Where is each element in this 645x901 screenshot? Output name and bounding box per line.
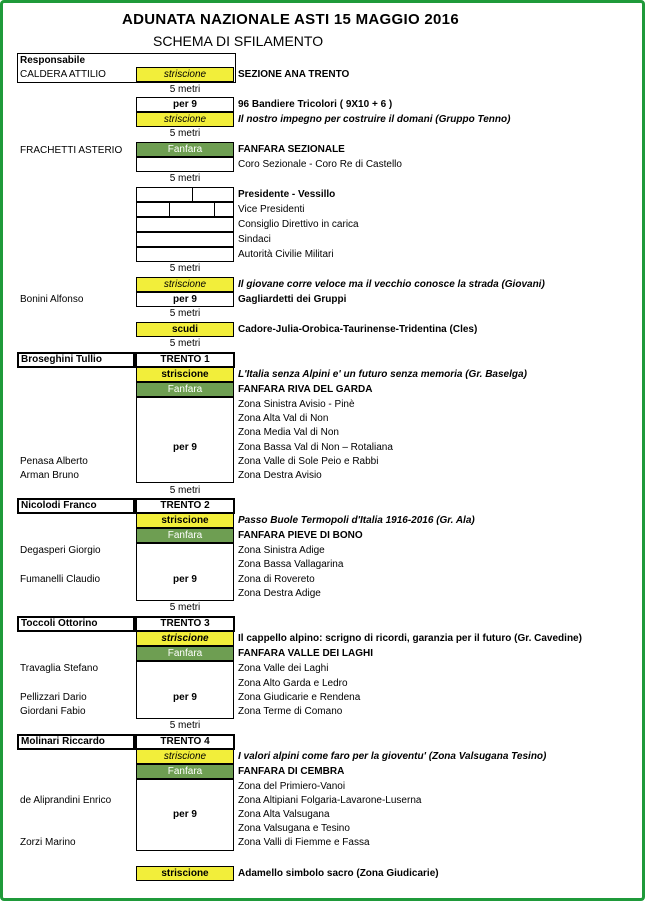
spacing-label: 5 metri (169, 128, 201, 139)
row-text: Cadore-Julia-Orobica-Taurinense-Tridentina (Cles) (238, 324, 478, 335)
zone-item: Zona Destra Avisio (238, 470, 322, 481)
row-text: Presidente - Vessillo (238, 189, 336, 200)
row-text: 96 Bandiere Tricolori ( 9X10 + 6 ) (238, 99, 393, 110)
empty-box (136, 187, 234, 202)
divider (214, 202, 215, 217)
row-text: FANFARA DI CEMBRA (238, 766, 345, 777)
row-text: Passo Buole Termopoli d'Italia 1916-2016 (Gr. Ala) (238, 515, 475, 526)
row-text: L'Italia senza Alpini e' un futuro senza memoria (Gr. Baselga) (238, 369, 527, 380)
striscione-label: striscione (163, 114, 207, 125)
striscione-label: striscione (161, 369, 209, 380)
zone-item: Zona Alto Garda e Ledro (238, 678, 348, 689)
spacing-label: 5 metri (169, 485, 201, 496)
group-leader: Toccoli Ottorino (17, 616, 135, 632)
group-name: TRENTO 4 (135, 734, 235, 750)
row-text: FANFARA RIVA DEL GARDA (238, 384, 373, 395)
group-name: TRENTO 1 (135, 352, 235, 368)
empty-box (136, 217, 234, 232)
fanfara-label: Fanfara (167, 144, 203, 155)
responsabile-header: Responsabile (20, 55, 86, 66)
row-text: Coro Sezionale - Coro Re di Castello (238, 159, 402, 170)
spacing-label: 5 metri (169, 602, 201, 613)
person-name: FRACHETTI ASTERIO (20, 145, 123, 156)
per9-label: per 9 (173, 574, 197, 585)
empty-box (136, 202, 234, 217)
person-name: Travaglia Stefano (20, 663, 99, 674)
person-name: Arman Bruno (20, 470, 79, 481)
zone-item: Zona di Rovereto (238, 574, 315, 585)
person-name: Pellizzari Dario (20, 692, 87, 703)
zone-item: Zona Giudicarie e Rendena (238, 692, 361, 703)
striscione-label: striscione (163, 69, 207, 80)
spacing-label: 5 metri (169, 338, 201, 349)
zone-item: Zona Sinistra Adige (238, 545, 325, 556)
per9-label: per 9 (173, 99, 197, 110)
fanfara-label: Fanfara (167, 530, 203, 541)
responsabile-name: CALDERA ATTILIO (20, 69, 106, 80)
spacing-label: 5 metri (169, 263, 201, 274)
page-title: ADUNATA NAZIONALE ASTI 15 MAGGIO 2016 (122, 11, 459, 28)
row-text: Il nostro impegno per costruire il domani (Gruppo Tenno) (238, 114, 511, 125)
zone-item: Zona Valle dei Laghi (238, 663, 329, 674)
row-text: SEZIONE ANA TRENTO (238, 69, 350, 80)
striscione-label: striscione (161, 868, 209, 879)
group-name: TRENTO 2 (135, 498, 235, 514)
person-name: Degasperi Giorgio (20, 545, 101, 556)
person-name: Zorzi Marino (20, 837, 76, 848)
row-text: Vice Presidenti (238, 204, 305, 215)
zone-item: Zona Terme di Comano (238, 706, 343, 717)
per9-block (136, 397, 234, 483)
spacing-label: 5 metri (169, 84, 201, 95)
striscione-label: striscione (161, 633, 209, 644)
zone-item: Zona Valli di Fiemme e Fassa (238, 837, 370, 848)
fanfara-label: Fanfara (167, 766, 203, 777)
spacing-label: 5 metri (169, 720, 201, 731)
row-text: FANFARA SEZIONALE (238, 144, 345, 155)
row-text: I valori alpini come faro per la gioventu' (Zona Valsugana Tesino) (238, 751, 547, 762)
zone-item: Zona Media Val di Non (238, 427, 339, 438)
zone-item: Zona Alta Val di Non (238, 413, 329, 424)
row-text: FANFARA VALLE DEI LAGHI (238, 648, 373, 659)
striscione-label: striscione (163, 751, 207, 762)
row-text: Adamello simbolo sacro (Zona Giudicarie) (238, 868, 439, 879)
striscione-label: striscione (163, 279, 207, 290)
person-name: Penasa Alberto (20, 456, 88, 467)
zone-item: Zona Valle di Sole Peio e Rabbi (238, 456, 379, 467)
striscione-label: striscione (161, 515, 209, 526)
scudi-label: scudi (171, 324, 199, 335)
per9-block (136, 661, 234, 719)
spacing-label: 5 metri (169, 308, 201, 319)
per9-label: per 9 (173, 809, 197, 820)
person-name: Giordani Fabio (20, 706, 86, 717)
row-text: FANFARA PIEVE DI BONO (238, 530, 363, 541)
group-leader: Molinari Riccardo (17, 734, 135, 750)
zone-item: Zona Sinistra Avisio - Pinè (238, 399, 355, 410)
zone-item: Zona Bassa Vallagarina (238, 559, 344, 570)
zone-item: Zona Valsugana e Tesino (238, 823, 350, 834)
row-text: Consiglio Direttivo in carica (238, 219, 359, 230)
divider (169, 202, 170, 217)
zone-item: Zona Altipiani Folgaria-Lavarone-Luserna (238, 795, 422, 806)
page-subtitle: SCHEMA DI SFILAMENTO (153, 33, 324, 49)
per9-label: per 9 (173, 692, 197, 703)
per9-label: per 9 (173, 294, 197, 305)
divider (192, 187, 193, 202)
empty-box (136, 232, 234, 247)
empty-box (136, 157, 234, 172)
zone-item: Zona Destra Adige (238, 588, 321, 599)
empty-box (136, 247, 234, 262)
zone-item: Zona Bassa Val di Non – Rotaliana (238, 442, 393, 453)
person-name: de Aliprandini Enrico (20, 795, 112, 806)
zone-item: Zona del Primiero-Vanoi (238, 781, 346, 792)
zone-item: Zona Alta Valsugana (238, 809, 330, 820)
spacing-label: 5 metri (169, 173, 201, 184)
person-name: Bonini Alfonso (20, 294, 84, 305)
per9-label: per 9 (173, 442, 197, 453)
row-text: Autorità Civilie Militari (238, 249, 334, 260)
row-text: Il giovane corre veloce ma il vecchio conosce la strada (Giovani) (238, 279, 545, 290)
per9-block (136, 543, 234, 601)
row-text: Sindaci (238, 234, 271, 245)
person-name: Fumanelli Claudio (20, 574, 101, 585)
group-leader: Nicolodi Franco (17, 498, 135, 514)
row-text: Gagliardetti dei Gruppi (238, 294, 347, 305)
fanfara-label: Fanfara (167, 384, 203, 395)
fanfara-label: Fanfara (167, 648, 203, 659)
group-name: TRENTO 3 (135, 616, 235, 632)
row-text: Il cappello alpino: scrigno di ricordi, garanzia per il futuro (Gr. Cavedine) (238, 633, 582, 644)
group-leader: Broseghini Tullio (17, 352, 135, 368)
